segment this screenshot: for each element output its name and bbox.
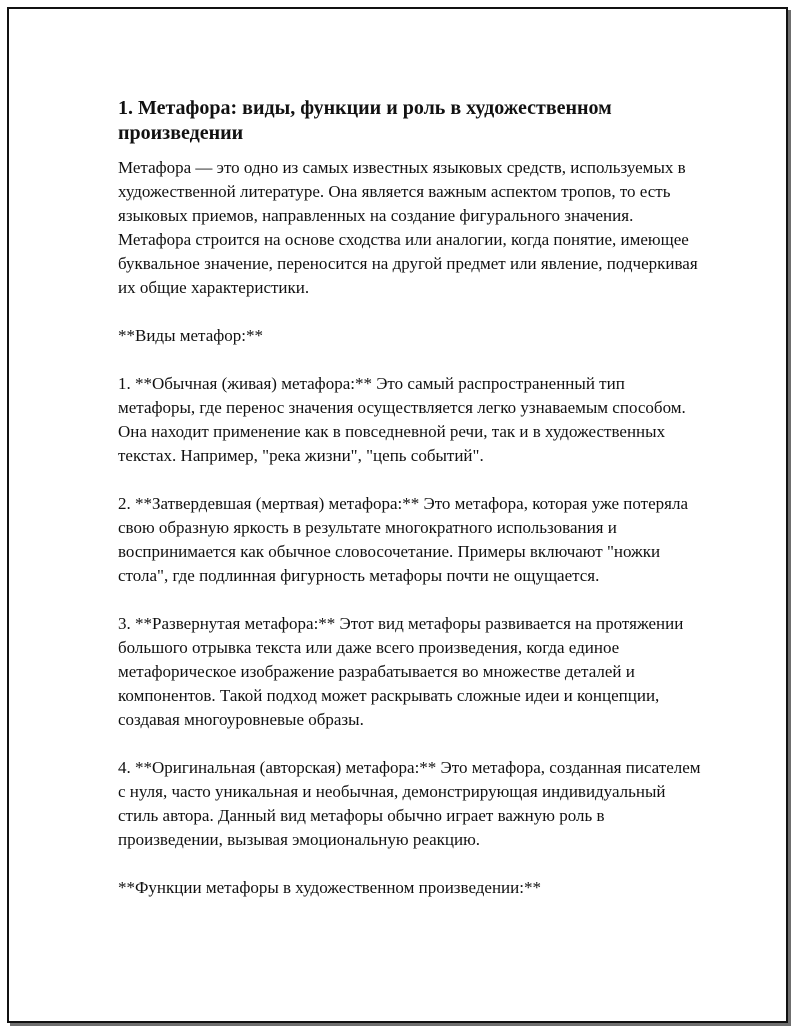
type-1-paragraph: 1. **Обычная (живая) метафора:** Это самый распространенный тип метафоры, где перенос значения осуществляется легко узнаваемым способом. Она находит применение как в повседневной речи, так и в художественных текстах. Например, "река жизни", "цепь событий". [118, 374, 686, 465]
document-title: 1. Метафора: виды, функции и роль в художественном произведении [118, 97, 612, 144]
type-4-paragraph: 4. **Оригинальная (авторская) метафора:** Это метафора, созданная писателем с нуля, часто уникальная и необычная, демонстрирующая индивидуальный стиль автора. Данный вид метафоры обычно играет важную роль в произведении, вызывая эмоциональную реакцию. [118, 758, 701, 849]
type-2-paragraph: 2. **Затвердевшая (мертвая) метафора:** Это метафора, которая уже потеряла свою образную яркость в результате многократного использования и воспринимается как обычное словосочетание. Примеры включают "ножки стола", где подлинная фигурность метафоры почти не ощущается. [118, 494, 688, 585]
type-3-paragraph: 3. **Развернутая метафора:** Этот вид метафоры развивается на протяжении большого отрывка текста или даже всего произведения, когда единое метафорическое изображение разрабатывается во множестве деталей и компонентов. Такой подход может раскрывать сложные идеи и концепции, создавая многоуровневые образы. [118, 614, 684, 729]
intro-paragraph: Метафора — это одно из самых известных языковых средств, используемых в художественной литературе. Она является важным аспектом тропов, то есть языковых приемов, направленных на создание фигурального значения. Метафора строится на основе сходства или аналогии, когда понятие, имеющее буквальное значение, переносится на другой предмет или явление, подчеркивая их общие характеристики. [118, 158, 698, 297]
document-body [118, 96, 703, 924]
functions-heading-paragraph: **Функции метафоры в художественном произведении:** [118, 878, 541, 897]
types-heading-paragraph: **Виды метафор:** [118, 326, 263, 345]
